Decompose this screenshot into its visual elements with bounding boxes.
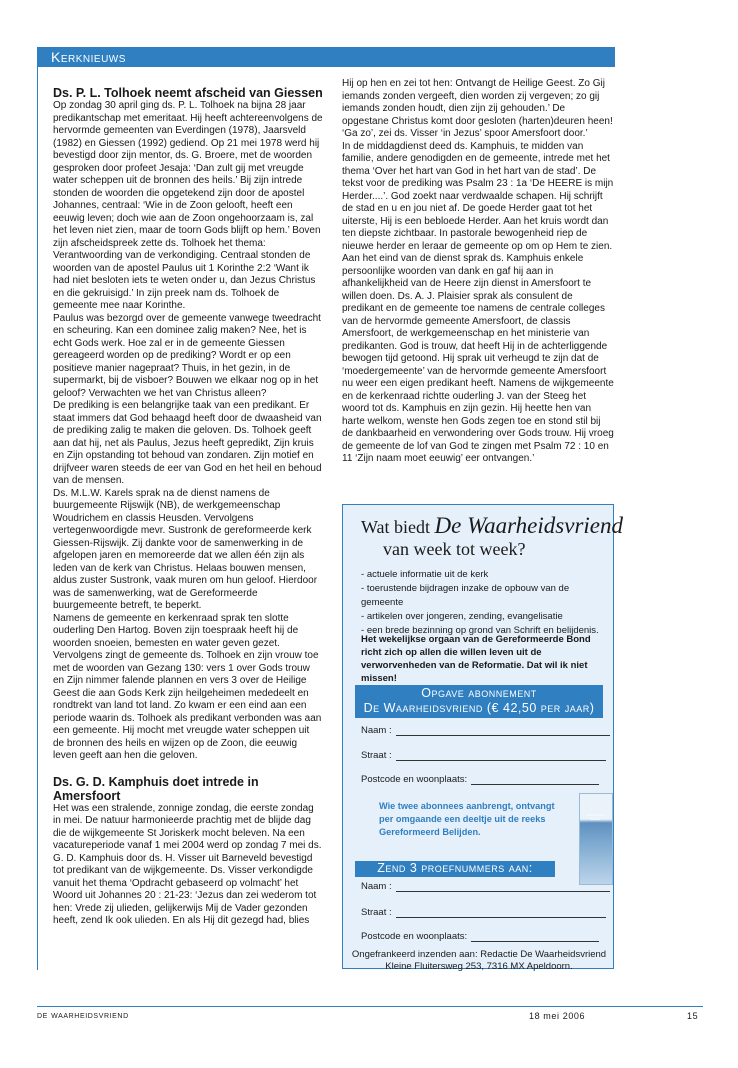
footer-publication: de waarheidsvriend bbox=[37, 1010, 129, 1021]
right-column bbox=[342, 78, 614, 466]
ad-title-prefix: Wat biedt bbox=[361, 517, 431, 537]
street-field[interactable] bbox=[396, 759, 606, 761]
section-header: Kerknieuws bbox=[37, 47, 615, 67]
ad-title bbox=[361, 513, 623, 539]
field-label: Postcode en woonplaats: bbox=[361, 774, 468, 785]
list-item: - een brede bezinning op grond van Schrift en belijdenis. bbox=[361, 624, 613, 638]
field-label: Naam : bbox=[361, 725, 392, 736]
list-item: - toerustende bijdragen inzake de opbouw van de gemeente bbox=[361, 582, 613, 610]
field-label: Naam : bbox=[361, 881, 392, 892]
send-line-2: Kleine Fluitersweg 253, 7316 MX Apeldoorn. bbox=[385, 961, 573, 972]
article1-paragraph: Namens de gemeente en kerkenraad sprak ten slotte ouderling Den Hartog. Boven zijn toespraak heeft hij de woorden snoeien, bemesten en water geven gezet. bbox=[53, 612, 299, 649]
article1-paragraph: Ds. M.L.W. Karels sprak na de dienst namens de buurgemeente Rijswijk (NB), de werkgemeenschap Woudrichem en classis Heusden. Vervolgens vertegenwoordigde mevr. Sustronk de gereformeerde kerk Giessen-Rijswijk. Zij dankte voor de samenwerking in de afgelopen jaren en memoreerde dat we allen één zijn als leden van de kerk van Christus. Helaas bouwen mensen, aldus zuster Sustronk, vaak muren om hun geloof. Hierdoor was de samenwerking, wat de Gereformeerde buurgemeente betreft, te beperkt. bbox=[53, 487, 318, 611]
article1-paragraph: Op zondag 30 april ging ds. P. L. Tolhoek na bijna 28 jaar predikantschap met emeritaat. Hij heeft achtereenvolgens de hervormde gemeenten van Everdingen (1978), Jaarsveld (1982) en Giessen (1992) gediend. Op 21 mei 1978 werd hij bevestigd door zijn mentor, ds. G. Broere, met de woorden gesproken door profeet Jesaja: ‘Dan zult gij met vreugde water scheppen uit de bronnen des heils.’ Bij zijn intrede stonden de woorden die opgetekend zijn door de apostel Johannes, centraal: ‘Wie in de Zoon gelooft, heeft een eeuwig leven; doch wie aan de Zoon ongehoorzaam is, zal het leven niet zien, maar de toorn Gods blijft op hem.’ Boven zijn afscheidspreek zette ds. Tolhoek het thema: Verantwoording van de verkondiging. Centraal stonden de woorden van de apostel Paulus uit 1 Korinthe 2:2 ‘Want ik had niet besloten iets te weten onder u, dan Jezus Christus en die gekruisigd.’ In zijn preek nam ds. Tolhoek de gemeente mee naar Korinthe. bbox=[53, 100, 323, 311]
article2-paragraph: Het was een stralende, zonnige zondag, die eerste zondag in mei. De natuur harmonieerde prachtig met de blijde dag die de wijkgemeente St Joriskerk mocht beleven. Na een vacatureperiode vanaf 1 mei 2004 werd op zondag 7 mei ds. G. D. Kamphuis door ds. H. Visser uit Barneveld bevestigd tot predikant van de wijkgemeente. Ds. Visser verkondigde vanuit het thema ‘Opdracht gebaseerd op volmacht’ het Woord uit Johannes 20 : 21-23: ‘Jezus dan zei wederom tot hen: Vrede zij ulieden, gelijkerwijs Mij de Vader gezonden heeft, zend Ik ook ulieden. En als Hij dit gezegd had, blies bbox=[53, 802, 322, 926]
article2-headline: Ds. G. D. Kamphuis doet intrede in Amersfoort bbox=[53, 774, 259, 803]
page-number: 15 bbox=[687, 1011, 699, 1021]
postcode-field[interactable] bbox=[471, 783, 599, 785]
article1-paragraph: Paulus was bezorgd over de gemeente vanwege tweedracht en scheuring. Kan een dominee zalig maken? Nee, het is echt Gods werk. Hoe zal er in de gemeente Giessen gereageerd worden op de prediking? Wordt er op een positieve manier nagepraat? Thuis, in het gezin, in de supermarkt, bij de visboer? Bouwen we elkaar nog op in het geloof? Verwachten we het van Christus alleen? bbox=[53, 312, 321, 399]
form-row-name bbox=[361, 725, 610, 736]
article1-headline: Ds. P. L. Tolhoek neemt afscheid van Giessen bbox=[53, 86, 323, 100]
ad-pitch: Het wekelijkse orgaan van de Gereformeerde Bond richt zich op allen die willen leven uit de verworvenheden van de Reformatie. Dat wil ik niet missen! bbox=[361, 634, 591, 684]
ad-bullet-list bbox=[361, 568, 613, 638]
subscribe-title: Opgave abonnement bbox=[421, 686, 537, 700]
name-field-2[interactable] bbox=[396, 890, 610, 892]
form-row-postcode-2 bbox=[361, 931, 599, 942]
book-cover-image bbox=[579, 793, 613, 885]
name-field[interactable] bbox=[396, 734, 610, 736]
article2-paragraph: Hij op hen en zei tot hen: Ontvangt de Heilige Geest. Zo Gij iemands zonden vergeeft, dien worden zij vergeven; zo gij iemands zonden houdt, dien zijn zij gehouden.’ De opgestane Christus komt door gesloten (harten)deuren heen! ‘Ga zo’, zei ds. Visser ‘in Jezus’ spoor Amersfoort door.’ bbox=[342, 78, 613, 139]
footer-date: 18 mei 2006 bbox=[529, 1011, 586, 1021]
article1-paragraph: De prediking is een belangrijke taak van een predikant. Er staat immers dat God behaagd heeft door de dwaasheid van de prediking zalig te maken die geloven. Ds. Tolhoek geeft aan dat hij, net als Paulus, Jezus heeft gepredikt, Zijn kruis en Zijn opstanding tot behoud van zondaren. Zijn motief en drijfveer waren steeds de eer van God en het heil en behoud van de mensen. bbox=[53, 400, 322, 486]
field-label: Straat : bbox=[361, 907, 392, 918]
form-row-street bbox=[361, 750, 606, 761]
samples-header: Zend 3 proefnummers aan: bbox=[355, 861, 555, 877]
field-label: Postcode en woonplaats: bbox=[361, 931, 468, 942]
subscribe-price: De Waarheidsvriend (€ 42,50 per jaar) bbox=[363, 701, 595, 715]
promo-text: Wie twee abonnees aanbrengt, ontvangt per omgaande een deeltje uit de reeks Gereformeerd Belijden. bbox=[379, 801, 555, 837]
list-item: - artikelen over jongeren, zending, evangelisatie bbox=[361, 610, 613, 624]
send-line-1: Ongefrankeerd inzenden aan: Redactie De Waarheidsvriend bbox=[351, 949, 607, 960]
left-column bbox=[53, 86, 323, 928]
street-field-2[interactable] bbox=[396, 916, 606, 918]
form-row-street-2 bbox=[361, 907, 606, 918]
left-rule bbox=[37, 67, 38, 970]
book-label: Gereformeerd Belijden bbox=[586, 813, 606, 821]
form-row-name-2 bbox=[361, 881, 610, 892]
send-address bbox=[343, 949, 615, 973]
form-row-postcode bbox=[361, 774, 599, 785]
field-label: Straat : bbox=[361, 750, 392, 761]
footer-rule bbox=[37, 1006, 703, 1007]
list-item: - actuele informatie uit de kerk bbox=[361, 568, 613, 582]
article2-paragraph: In de middagdienst deed ds. Kamphuis, te midden van familie, andere genodigden en de gemeente, intrede met het thema ‘Over het hart van God in het hart van de stad’. De tekst voor de prediking was Psalm 23 : 1a ‘De HEERE is mijn Herder....’. God zoekt naar verdwaalde schapen. Hij schrijft de stad en u en jou niet af. De goede Herder gaat tot het uiterste, Hij is een bebloede Herder. Aan het kruis wordt dan ten diepste zichtbaar. In pastorale bewogenheid riep de nieuwe herder en leraar de gemeente op om op Hem te zien. Aan het eind van de dienst sprak ds. Kamphuis enkele persoonlijke woorden van dank en gaf hij aan in afhankelijkheid van de Heere zijn dienst in Amersfoort te willen doen. Ds. A. J. Plaisier sprak als consulent de predikant en de gemeente toe namens de centrale colleges van de hervormde gemeente Amersfoort, de classis Amersfoort, de werkgemeenschap en het ministerie van predikanten. God is trouw, dat heeft Hij in de achterliggende bewogen tijd getoond. Hij sprak uit verheugd te zijn dat de ‘moedergemeente’ van de hervormde gemeente Amersfoort nu weer een eigen predikant heeft. Namens de wijkgemeente en de kerkenraad richtte ouderling J. van der Steeg het woord tot ds. Kamphuis en zijn gezin. Hij heette hen van harte welkom, wenste hen Gods zegen toe en stond stil bij de dankbaarheid en verwondering over Gods trouw. Hij vroeg de gemeente de lof van God te zingen met Psalm 72 : 10 en 11 ‘Zijn naam moet eeuwig’ eer ontvangen.’ bbox=[342, 140, 614, 464]
article1-paragraph: Vervolgens zingt de gemeente ds. Tolhoek en zijn vrouw toe met de woorden van Gezang 130: vers 1 over Gods trouw en Zijn nimmer falende plannen en vers 3 over de Heilige Geest die aan Gods Kerk zijn heilgeheimen mededeelt en rondtrekt van land tot land. Zo kwam er een eind aan een periode waarin ds. Tolhoek als predikant verbonden was aan een gemeente. Hij mocht met vreugde water scheppen uit de bronnen des heils en wijzen op de Zoon, die eeuwig leven geeft aan hen die geloven. bbox=[53, 650, 322, 761]
subscribe-header bbox=[355, 685, 603, 718]
ad-magazine-name: De Waarheidsvriend bbox=[434, 513, 623, 538]
subscription-ad bbox=[342, 504, 623, 972]
postcode-field-2[interactable] bbox=[471, 940, 599, 942]
ad-subtitle: van week tot week? bbox=[383, 539, 526, 559]
